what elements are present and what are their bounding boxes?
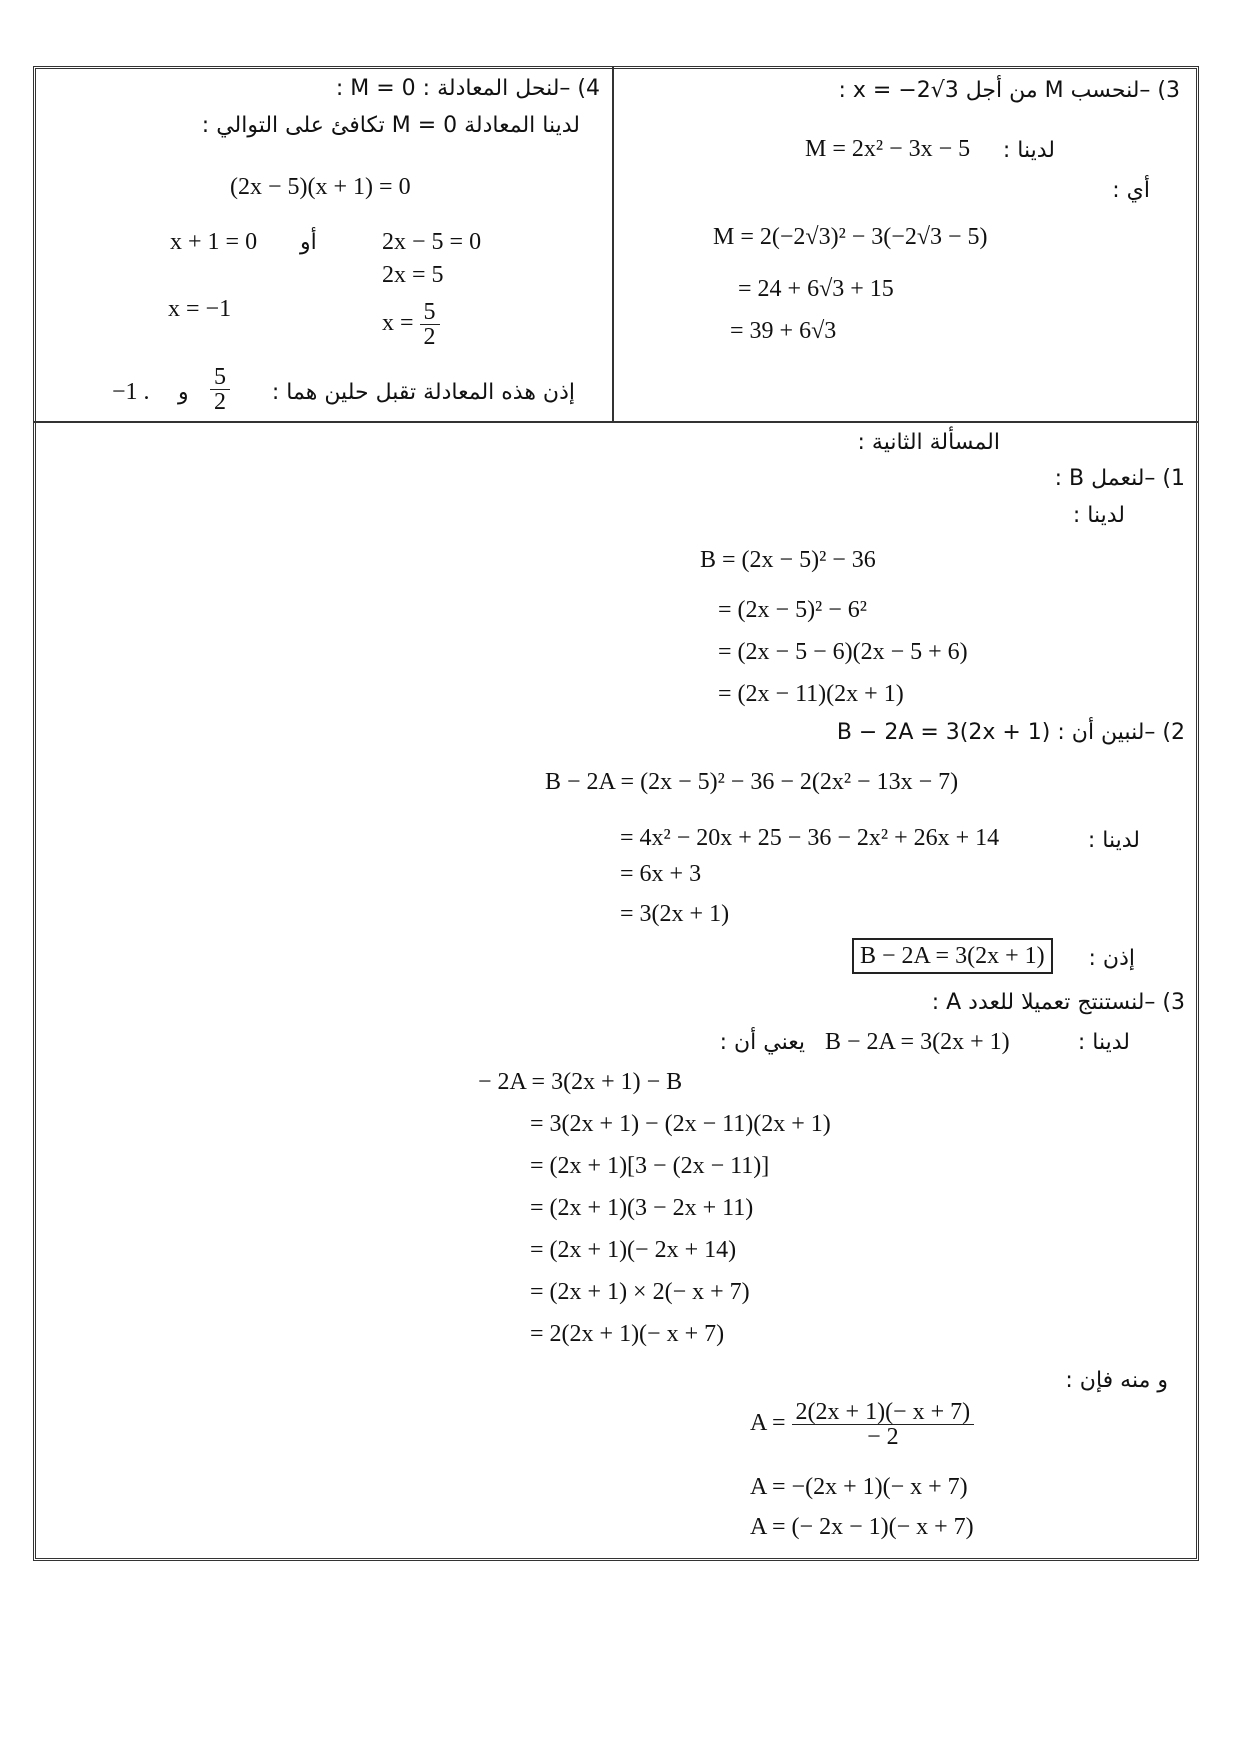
s3-have: لدينا : <box>1077 1030 1130 1055</box>
a-den: − 2 <box>867 1424 899 1450</box>
p3-ie: أي : <box>1112 178 1150 203</box>
s3-expr: B − 2A = 3(2x + 1) <box>825 1029 1010 1055</box>
s1-line-2: = (2x − 5)² − 6² <box>718 597 867 623</box>
s1-have: لدينا : <box>1072 503 1125 528</box>
p4-a3 <box>382 300 440 349</box>
column-divider <box>612 66 614 422</box>
p3-line-1: M = 2(−2√3)² − 3(−2√3 − 5) <box>713 224 988 250</box>
p4-title: 4) –لنحل المعادلة : M = 0 : <box>335 76 600 101</box>
s2-line-1: B − 2A = (2x − 5)² − 36 − 2(2x² − 13x − 7) <box>545 769 959 795</box>
p4-b1: x + 1 = 0 <box>170 229 258 255</box>
p4-a2: 2x = 5 <box>382 262 444 288</box>
s1-line-3: = (2x − 5 − 6)(2x − 5 + 6) <box>718 639 968 665</box>
s3-title: 3) –لنستنتج تعميلا للعدد A : <box>931 990 1185 1015</box>
s2-line-3: = 6x + 3 <box>620 861 702 887</box>
p3-title: 3) –لنحسب M من أجل x = −2√3 : <box>838 78 1180 103</box>
a-fraction-line <box>750 1400 974 1449</box>
p3-line-3: = 39 + 6√3 <box>730 318 837 344</box>
p4-concl-den: 2 <box>214 389 226 415</box>
p4-a3-den: 2 <box>423 324 436 350</box>
s2-line-2: = 4x² − 20x + 25 − 36 − 2x² + 26x + 14 <box>620 825 1000 851</box>
p4-conclusion-frac <box>210 365 230 414</box>
s2-line-4: = 3(2x + 1) <box>620 901 730 927</box>
a-num: 2(2x + 1)(− x + 7) <box>792 1400 975 1425</box>
s1-line-4: = (2x − 11)(2x + 1) <box>718 681 904 707</box>
p4-conclusion: إذن هذه المعادلة تقبل حلين هما : <box>271 380 575 405</box>
p4-equation: (2x − 5)(x + 1) = 0 <box>230 174 411 200</box>
p4-a3-num: 5 <box>420 300 440 325</box>
p4-a1: 2x − 5 = 0 <box>382 229 482 255</box>
p4-a3-lhs: x = <box>382 310 414 337</box>
p4-b2: x = −1 <box>168 296 232 322</box>
p3-have: لدينا : <box>1002 138 1055 163</box>
s3-means: يعني أن : <box>719 1030 805 1055</box>
section-divider <box>33 421 1199 423</box>
s3-line-6: = (2x + 1) × 2(− x + 7) <box>530 1279 750 1305</box>
s2-then: إذن : <box>1088 946 1135 971</box>
s2-boxed-result: B − 2A = 3(2x + 1) <box>852 938 1053 974</box>
s3-line-1: − 2A = 3(2x + 1) − B <box>478 1069 683 1095</box>
s1-line-1: B = (2x − 5)² − 36 <box>700 547 876 573</box>
p4-a3-fraction <box>420 300 440 349</box>
p4-or: أو <box>300 230 317 255</box>
p4-conclusion-value: −1 . <box>112 379 150 405</box>
prob2-title: المسألة الثانية : <box>857 430 1000 455</box>
s3-line-3: = (2x + 1)[3 − (2x − 11)] <box>530 1153 770 1179</box>
p3-have-expr: M = 2x² − 3x − 5 <box>805 136 971 162</box>
a-fraction <box>792 1400 975 1449</box>
s3-line-4: = (2x + 1)(3 − 2x + 11) <box>530 1195 754 1221</box>
a-line-2: A = −(2x + 1)(− x + 7) <box>750 1474 968 1500</box>
a-line-3: A = (− 2x − 1)(− x + 7) <box>750 1514 974 1540</box>
p4-equiv: لدينا المعادلة M = 0 تكافئ على التوالي : <box>201 113 580 138</box>
p4-conclusion-and: و <box>178 380 189 405</box>
s1-title: 1) –لنعمل B : <box>1054 466 1185 491</box>
s3-line-2: = 3(2x + 1) − (2x − 11)(2x + 1) <box>530 1111 831 1137</box>
s3-hence: و منه فإن : <box>1065 1368 1168 1393</box>
p3-line-2: = 24 + 6√3 + 15 <box>738 276 894 302</box>
s2-have: لدينا : <box>1087 828 1140 853</box>
s3-line-5: = (2x + 1)(− 2x + 14) <box>530 1237 737 1263</box>
p4-concl-num: 5 <box>210 365 230 390</box>
s3-line-7: = 2(2x + 1)(− x + 7) <box>530 1321 725 1347</box>
s2-title: 2) –لنبين أن : B − 2A = 3(2x + 1) <box>836 720 1185 745</box>
a-lhs: A = <box>750 1410 786 1437</box>
